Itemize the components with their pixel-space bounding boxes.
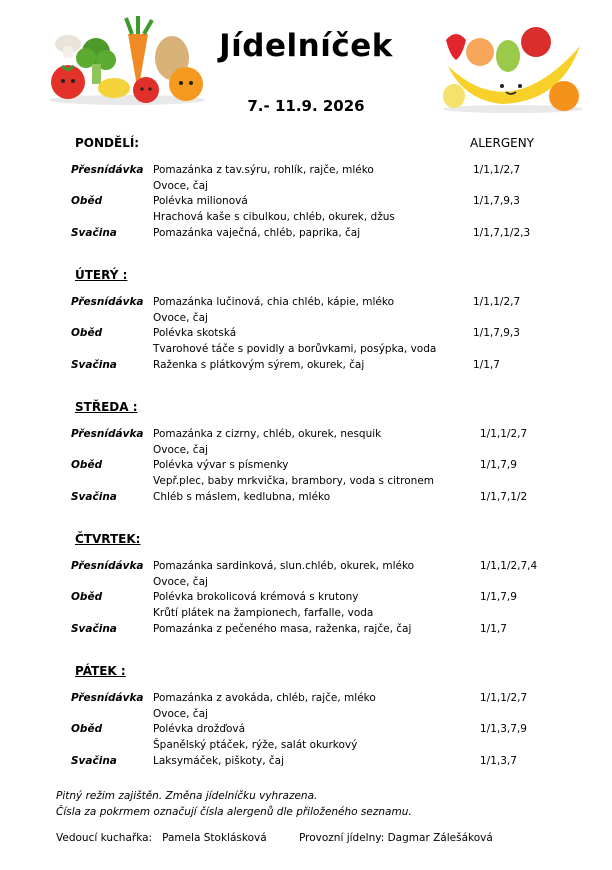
allergen-codes: 1/1,7,9 [480,459,517,471]
allergen-codes: 1/1,3,7 [480,755,517,767]
allergen-codes: 1/1,1/2,7 [473,164,521,176]
menu-item: Ovoce, čaj [153,444,208,456]
footer-note: Čísla za pokrmem označují čísla alergenů dle přiloženého seznamu. [56,806,412,818]
meal-type-label: Oběd [71,591,103,603]
allergen-codes: 1/1,1/2,7,4 [480,560,538,572]
menu-item: Tvarohové táče s povidly a borůvkami, posýpka, voda [153,343,437,355]
allergen-codes: 1/1,1/2,7 [480,428,528,440]
day-heading: PÁTEK : [75,664,126,678]
meal-type-label: Oběd [71,459,103,471]
allergen-codes: 1/1,7,9,3 [473,195,520,207]
day-heading: ÚTERÝ : [75,268,128,282]
allergens-column-header: ALERGENY [470,136,535,150]
meal-type-label: Svačina [71,227,117,239]
head-cook-signature [56,832,267,844]
allergen-codes: 1/1,1/2,7 [480,692,528,704]
menu-item: Ovoce, čaj [153,180,208,192]
allergen-codes: 1/1,7 [480,623,507,635]
meal-type-label: Oběd [71,195,103,207]
menu-item: Španělský ptáček, rýže, salát okurkový [153,739,358,751]
meal-type-label: Přesnídávka [71,428,144,440]
canteen-manager-name: Dagmar Zálešáková [387,832,493,844]
menu-item: Ovoce, čaj [153,708,208,720]
meal-type-label: Přesnídávka [71,164,144,176]
meal-type-label: Svačina [71,623,117,635]
menu-item: Pomazánka z tav.sýru, rohlík, rajče, mléko [153,164,374,176]
canteen-manager-label: Provozní jídelny: [299,832,385,844]
head-cook-name: Pamela Stoklásková [162,832,267,844]
menu-item: Chléb s máslem, kedlubna, mléko [153,491,331,503]
meal-type-label: Svačina [71,359,117,371]
allergen-codes: 1/1,7,9 [480,591,517,603]
head-cook-label: Vedoucí kuchařka: [56,832,153,844]
allergen-codes: 1/1,7 [473,359,500,371]
menu-item: Ovoce, čaj [153,312,208,324]
menu-item: Hrachová kaše s cibulkou, chléb, okurek, džus [153,211,395,223]
menu-item: Pomazánka z cizrny, chléb, okurek, nesquik [153,428,382,440]
day-heading: STŘEDA : [75,400,138,414]
day-heading: ČTVRTEK: [75,532,141,546]
allergen-codes: 1/1,1/2,7 [473,296,521,308]
week-date-range: 7.- 11.9. 2026 [247,97,365,115]
meal-type-label: Přesnídávka [71,560,144,572]
meal-type-label: Oběd [71,327,103,339]
meal-type-label: Oběd [71,723,103,735]
menu-title: Jídelníček [219,28,393,64]
menu-item: Pomazánka z avokáda, chléb, rajče, mléko [153,692,376,704]
menu-item: Ovoce, čaj [153,576,208,588]
menu-item: Krůtí plátek na žampionech, farfalle, voda [153,607,374,619]
meal-type-label: Svačina [71,491,117,503]
menu-item: Pomazánka z pečeného masa, raženka, rajče, čaj [153,623,412,635]
allergen-codes: 1/1,7,1/2 [480,491,528,503]
menu-item: Raženka s plátkovým sýrem, okurek, čaj [153,359,365,371]
meal-type-label: Svačina [71,755,117,767]
menu-item: Polévka brokolicová krémová s krutony [153,591,359,603]
allergen-codes: 1/1,3,7,9 [480,723,527,735]
meal-type-label: Přesnídávka [71,296,144,308]
meal-type-label: Přesnídávka [71,692,144,704]
menu-item: Pomazánka vaječná, chléb, paprika, čaj [153,227,361,239]
menu-item: Polévka skotská [153,327,237,339]
menu-item: Polévka drožďová [153,723,246,735]
day-heading: PONDĚLÍ: [75,136,140,150]
canteen-manager-signature [299,832,493,844]
allergen-codes: 1/1,7,9,3 [473,327,520,339]
menu-item: Pomazánka sardinková, slun.chléb, okurek, mléko [153,560,415,572]
menu-item: Laksymáček, piškoty, čaj [153,755,285,767]
menu-item: Polévka milionová [153,195,248,207]
menu-item: Polévka vývar s písmenky [153,459,289,471]
footer-note: Pitný režim zajištěn. Změna jídelníčku vyhrazena. [56,790,318,802]
menu-item: Vepř.plec, baby mrkvička, brambory, voda s citronem [153,475,435,487]
allergen-codes: 1/1,7,1/2,3 [473,227,531,239]
menu-item: Pomazánka lučinová, chia chléb, kápie, mléko [153,296,395,308]
